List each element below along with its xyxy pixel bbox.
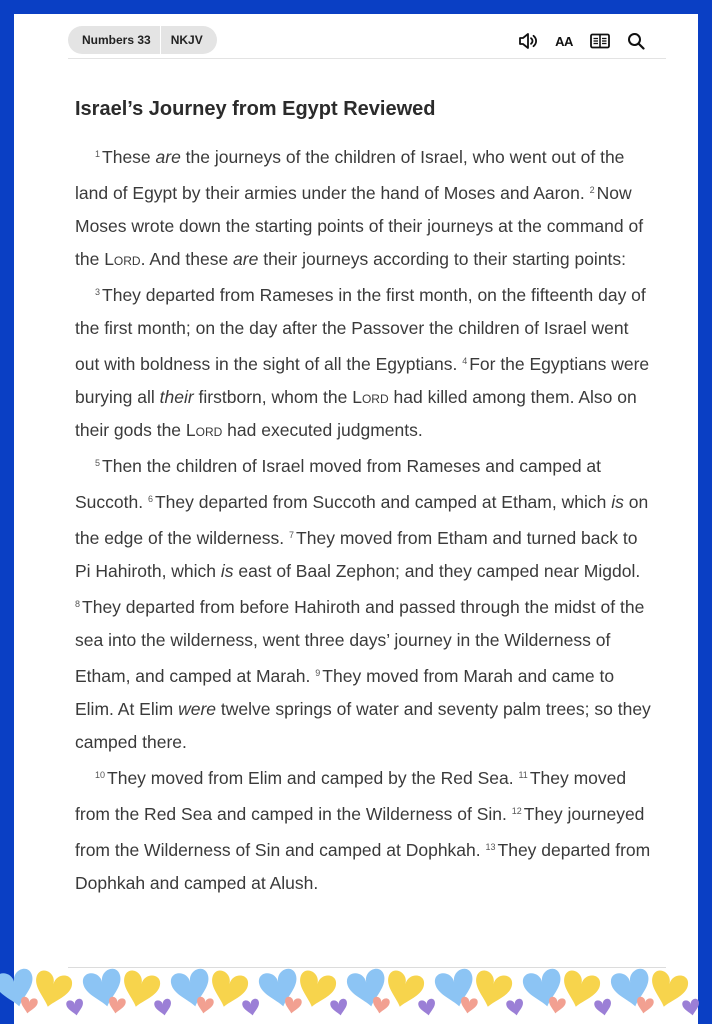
heart-decoration	[506, 998, 525, 1017]
verse-text[interactable]: They moved from Etham and turned back to Pi Hahiroth, which	[75, 528, 638, 581]
verse-text[interactable]: They moved from Elim and camped by the Red Sea.	[107, 768, 519, 788]
verse-number[interactable]: 2	[589, 185, 595, 195]
toolbar	[518, 30, 646, 52]
verse-text[interactable]: Then the children of Israel moved from Rameses and camped at Succoth.	[75, 456, 602, 512]
verse-text[interactable]: had killed among them. Also on their gods the	[75, 387, 637, 440]
divine-name[interactable]: Lord	[185, 420, 223, 440]
verse-italic[interactable]: their	[159, 387, 194, 407]
heart-decoration	[635, 996, 654, 1015]
verse-number[interactable]: 8	[75, 599, 81, 609]
heart-decoration	[418, 998, 437, 1017]
verse-number[interactable]: 9	[315, 668, 321, 678]
verse-number[interactable]: 13	[485, 842, 496, 852]
verse-text[interactable]: For the Egyptians were burying all	[75, 354, 650, 407]
heart-decoration	[107, 996, 126, 1015]
verse-number[interactable]: 11	[518, 770, 528, 780]
speaker-icon[interactable]	[518, 31, 538, 51]
verse-number[interactable]: 6	[147, 494, 153, 504]
verse-italic[interactable]: is	[611, 492, 624, 512]
heart-decoration	[594, 998, 613, 1017]
verse-italic[interactable]: were	[178, 699, 217, 719]
verse-text[interactable]: had executed judgments.	[222, 420, 423, 440]
verse-text[interactable]: They moved from Marah and came to Elim. At Elim	[75, 666, 615, 719]
verse-italic[interactable]: are	[155, 147, 181, 167]
passage-content	[75, 96, 655, 900]
verse-text[interactable]: They departed from Rameses in the first month, on the fifteenth day of the first month; on the day after the Passover the children of Israel went out with boldness in the sight of all the Egyptians.	[75, 285, 646, 374]
heart-decoration	[154, 998, 173, 1017]
verse-text[interactable]: . And these	[140, 249, 234, 269]
verse-number[interactable]: 3	[95, 287, 101, 297]
paragraph-1	[75, 138, 655, 276]
verse-italic[interactable]: are	[233, 249, 259, 269]
paragraph-3	[75, 447, 655, 759]
text-size-icon[interactable]: AA	[555, 33, 573, 49]
divine-name[interactable]: Lord	[104, 249, 141, 269]
heart-decoration	[371, 996, 390, 1015]
verse-text[interactable]: their journeys according to their starting points:	[258, 249, 627, 269]
heart-decoration	[195, 996, 214, 1015]
verse-number[interactable]: 10	[95, 770, 106, 780]
heart-decoration	[66, 998, 85, 1017]
verse-text[interactable]: These	[102, 147, 156, 167]
verse-number[interactable]: 7	[289, 530, 295, 540]
hearts-border	[0, 958, 712, 1024]
verse-number[interactable]: 12	[511, 806, 522, 816]
reference-selector	[68, 26, 217, 54]
heart-decoration	[547, 996, 566, 1015]
section-heading: Israel’s Journey from Egypt Reviewed	[75, 98, 436, 120]
verse-text[interactable]: They departed from Succoth and camped at Etham, which	[154, 492, 612, 512]
verse-text[interactable]: They moved from the Red Sea and camped in the Wilderness of Sin.	[75, 768, 627, 824]
verse-number[interactable]: 4	[462, 356, 468, 366]
verse-text[interactable]: Now Moses wrote down the starting points of their journeys at the command of the	[75, 183, 644, 269]
heart-decoration	[242, 998, 261, 1017]
reader-page	[14, 14, 698, 1024]
verse-text[interactable]: on the edge of the wilderness.	[75, 492, 649, 548]
verse-text[interactable]: firstborn, whom the	[193, 387, 353, 407]
heart-decoration	[19, 996, 38, 1015]
heart-decoration	[330, 998, 349, 1017]
book-icon[interactable]	[590, 31, 610, 51]
verse-text[interactable]: the journeys of the children of Israel, who went out of the land of Egypt by their armies under the hand of Moses and Aaron.	[75, 147, 625, 203]
verse-text[interactable]: twelve springs of water and seventy palm trees; so they camped there.	[75, 699, 651, 752]
paragraph-2	[75, 276, 655, 447]
verse-text[interactable]: east of Baal Zephon; and they camped near Migdol.	[233, 561, 641, 581]
top-bar	[14, 14, 698, 60]
verse-number[interactable]: 1	[95, 149, 101, 159]
verse-text[interactable]: They departed from before Hahiroth and passed through the midst of the sea into the wilderness, went three days’ journey in the Wilderness of Etham, and camped at Marah.	[75, 597, 645, 686]
divine-name[interactable]: Lord	[352, 387, 389, 407]
version-button[interactable]: NKJV	[170, 33, 203, 47]
header-divider	[68, 58, 666, 59]
heart-decoration	[283, 996, 302, 1015]
verse-italic[interactable]: is	[220, 561, 234, 581]
verse-text[interactable]: They journeyed from the Wilderness of Sin and camped at Dophkah.	[75, 804, 645, 860]
book-chapter-button[interactable]: Numbers 33	[82, 33, 151, 47]
verse-text[interactable]: They departed from Dophkah and camped at Alush.	[75, 840, 651, 893]
heart-decoration	[682, 998, 701, 1017]
search-icon[interactable]	[626, 31, 646, 51]
heart-decoration	[459, 996, 478, 1015]
verse-number[interactable]: 5	[95, 458, 101, 468]
paragraph-4	[75, 759, 655, 900]
